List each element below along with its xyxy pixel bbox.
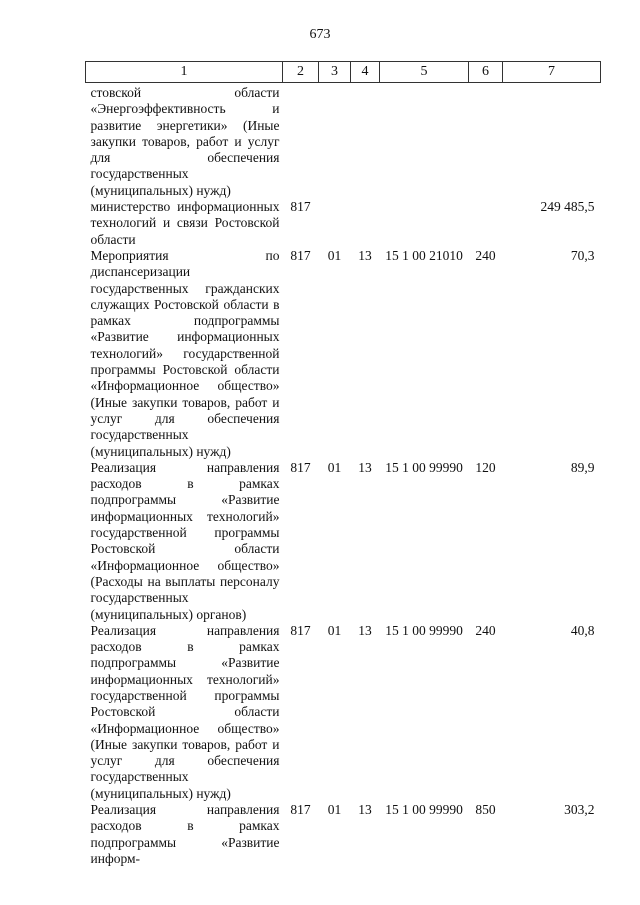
header-cell: 1 [86, 62, 283, 83]
row-description: Реализация направления расходов в рамках подпрограммы «Развитие информационных технологий» государственной программы Ростовской области «Информационное общество» (Иные закупки товаров, работ и услуг для обеспечения государственных (муниципальных) нужд) [90, 622, 280, 801]
cell-section [319, 199, 351, 248]
cell-target-article [380, 83, 469, 200]
cell-subsection: 13 [358, 622, 372, 638]
cell-expense-type: 850 [475, 802, 496, 818]
cell-ministry-code: 817 [290, 247, 311, 263]
cell-subsection: 13 [358, 459, 372, 475]
cell-subsection [351, 83, 380, 200]
header-cell: 6 [469, 62, 503, 83]
header-cell: 4 [351, 62, 380, 83]
cell-ministry-code: 817 [290, 802, 311, 818]
cell-target-article: 15 1 00 99990 [385, 459, 463, 475]
cell-section: 01 [327, 247, 342, 263]
cell-section [319, 83, 351, 200]
table-row [86, 83, 601, 200]
cell-expense-type [469, 83, 503, 200]
cell-amount: 303,2 [564, 802, 595, 818]
cell-amount: 70,3 [570, 247, 595, 263]
cell-expense-type: 240 [475, 622, 496, 638]
cell-subsection: 13 [358, 247, 372, 263]
cell-target-article [380, 199, 469, 248]
cell-ministry-code [283, 83, 319, 200]
row-description: министерство информационных технологий и связи Ростовской области [90, 199, 280, 247]
header-cell: 5 [380, 62, 469, 83]
cell-section: 01 [327, 622, 342, 638]
cell-amount [503, 83, 601, 200]
cell-section: 01 [327, 459, 342, 475]
table-row [86, 623, 601, 802]
cell-expense-type: 120 [475, 459, 496, 475]
row-description: Реализация направления расходов в рамках подпрограммы «Развитие информ- [90, 802, 280, 866]
table-row [86, 248, 601, 460]
header-row [86, 62, 601, 83]
table-row [86, 199, 601, 248]
cell-target-article: 15 1 00 99990 [385, 802, 463, 818]
table-row [86, 460, 601, 623]
cell-subsection: 13 [358, 802, 372, 818]
row-description: Реализация направления расходов в рамках подпрограммы «Развитие информационных технологий» государственной программы Ростовской области «Информационное общество» (Расходы на выплаты персоналу государственных (муниципальных) органов) [90, 459, 280, 622]
row-description: стовской области «Энергоэффективность и развитие энергетики» (Иные закупки товаров, работ и услуг для обеспечения государственных (муниципальных) нужд) [90, 85, 280, 198]
cell-expense-type: 240 [475, 247, 496, 263]
cell-ministry-code: 817 [290, 459, 311, 475]
cell-ministry-code: 817 [290, 622, 311, 638]
cell-amount: 40,8 [570, 622, 595, 638]
header-cell: 2 [283, 62, 319, 83]
budget-table [85, 61, 601, 867]
cell-expense-type [469, 199, 503, 248]
table-row [86, 802, 601, 867]
header-cell: 7 [503, 62, 601, 83]
row-description: Мероприятия по диспансеризации государственных гражданских служащих Ростовской области в рамках подпрограммы «Развитие информационных технологий» государственной программы Ростовской области «Информационное общество» (Иные закупки товаров, работ и услуг для обеспечения государственных (муниципальных) нужд) [90, 247, 280, 459]
page-number: 673 [309, 27, 331, 42]
cell-section: 01 [327, 802, 342, 818]
cell-amount: 89,9 [570, 459, 595, 475]
cell-target-article: 15 1 00 21010 [385, 247, 463, 263]
cell-subsection [351, 199, 380, 248]
cell-amount: 249 485,5 [540, 199, 595, 215]
header-cell: 3 [319, 62, 351, 83]
cell-ministry-code: 817 [290, 199, 311, 215]
cell-target-article: 15 1 00 99990 [385, 622, 463, 638]
